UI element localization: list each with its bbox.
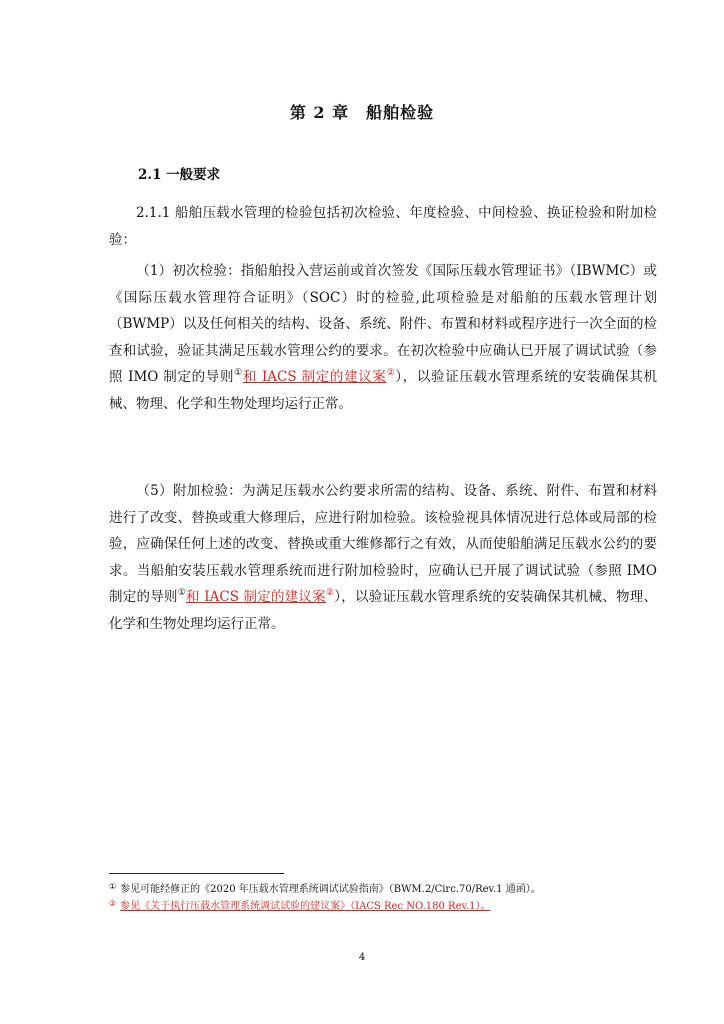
footnote-2 xyxy=(109,897,669,914)
footnote-text: 参见《关于执行压载水管理系统调试试验的建议案》（IACS Rec NO.180 Rev.1）。 xyxy=(120,901,491,912)
paragraph-text: （5）附加检验：为满足压载水公约要求所需的结构、设备、系统、附件、布置和材料进行了改变、替换或重大修理后，应进行附加检验。该检验视具体情况进行总体或局部的检验，应确保任何上述的改变、替换或重大维修都行之有效，从而使船舶满足压载水公约的要求。当船舶安装压载水管理系统而进行附加检验时，应确认已开展了调试试验（参照 IMO 制定的导则 xyxy=(109,483,657,605)
inserted-text: 和 IACS 制定的建议案 xyxy=(186,589,326,605)
footnote-mark: ① xyxy=(109,882,117,891)
footnote-ref-2[interactable]: ② xyxy=(325,588,335,598)
section-title: 2.1 一般要求 xyxy=(138,167,221,183)
paragraph-text: （1）初次检验：指船舶投入营运前或首次签发《国际压载水管理证书》（IBWMC）或《国际压载水管理符合证明》（SOC）时的检验,此项检验是对船舶的压载水管理计划（BWMP）以及任何相关的结构、设备、系统、附件、布置和材料或程序进行一次全面的检查和试验，验证其满足压载水管理公约的要求。在初次检验中应确认已开展了调试试验（参照 IMO 制定的导则 xyxy=(109,263,657,385)
chapter-title: 第 2 章 船舶检验 xyxy=(289,103,435,122)
paragraph-additional-survey xyxy=(109,478,657,637)
footnote-ref-1[interactable]: ① xyxy=(234,368,243,378)
paragraph-tail: ），以验证压载水管理系统的安装确保其机械、物理、化学和生物处理均运行正常。 xyxy=(109,369,657,412)
footnote-ref-2[interactable]: ② xyxy=(386,368,396,378)
footnote-1 xyxy=(109,880,669,897)
paragraph-initial-survey xyxy=(109,258,657,417)
footnote-divider xyxy=(109,873,284,874)
page-number: 4 xyxy=(358,952,366,963)
paragraph-2-1-1 xyxy=(109,200,657,253)
footnote-mark: ② xyxy=(109,899,117,908)
paragraph-text: 2.1.1 船舶压载水管理的检验包括初次检验、年度检验、中间检验、换证检验和附加检验： xyxy=(109,205,657,248)
footnote-text: 参见可能经修正的《2020 年压载水管理系统调试试验指南》（BWM.2/Circ.70/Rev.1 通函）。 xyxy=(120,884,541,895)
footnote-ref-1[interactable]: ① xyxy=(177,588,187,598)
paragraph-tail: ），以验证压载水管理系统的安装确保其机械、物理、化学和生物处理均运行正常。 xyxy=(109,589,657,632)
inserted-text: 和 IACS 制定的建议案 xyxy=(242,369,387,385)
